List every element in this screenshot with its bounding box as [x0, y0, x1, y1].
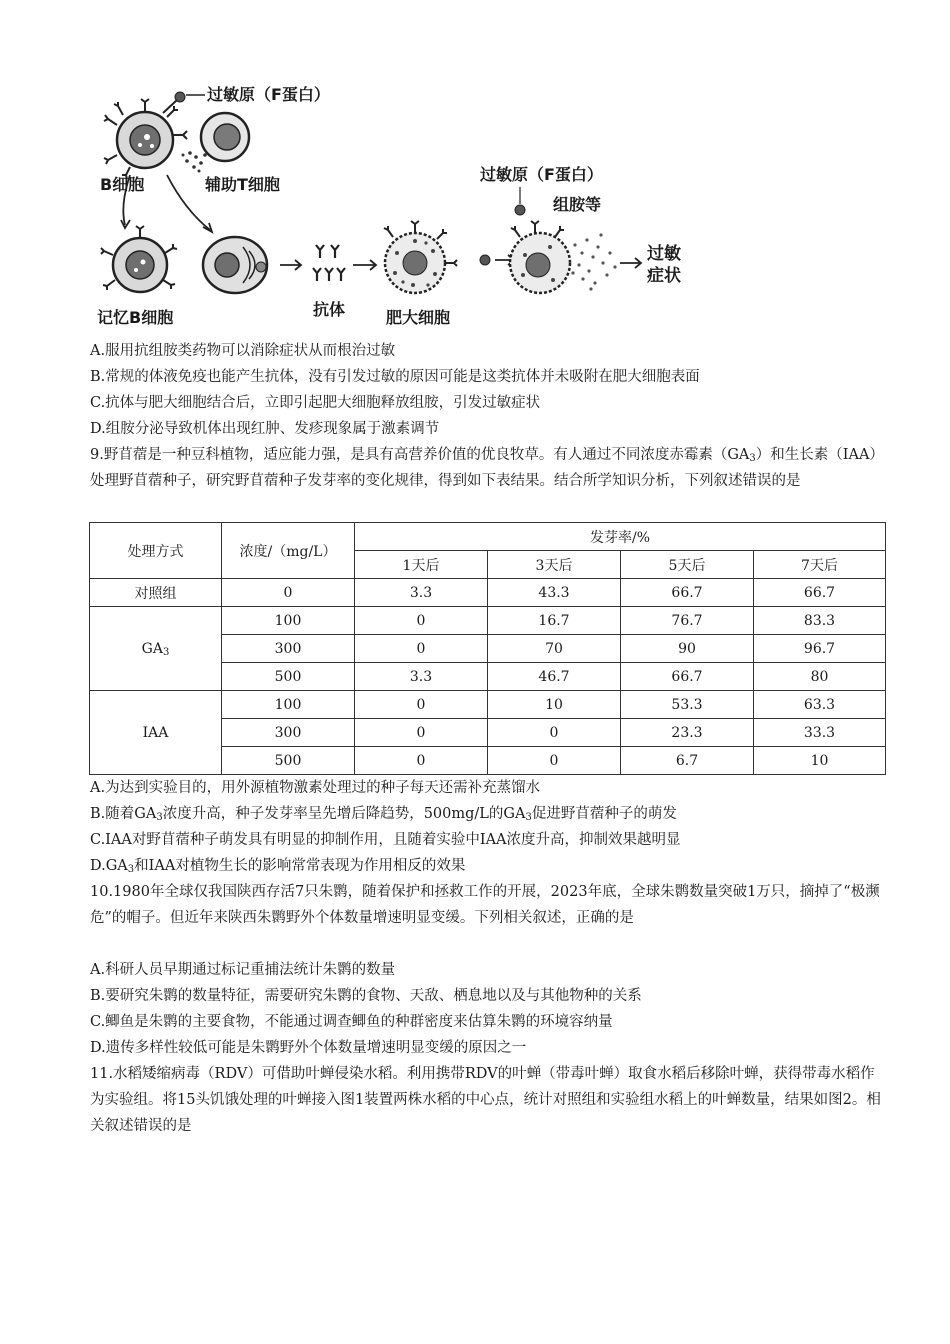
cell: 96.7	[754, 635, 886, 663]
header-concentration: 浓度/（mg/L）	[222, 523, 355, 579]
mast-cell-label: 肥大细胞	[386, 308, 451, 327]
q10-option-d: D.遗传多样性较低可能是朱鹮野外个体数量增速明显变缓的原因之一	[90, 1040, 527, 1056]
q8-option-d: D.组胺分泌导致机体出现红肿、发疹现象属于激素调节	[90, 421, 440, 437]
memory-b-label: 记忆B细胞	[97, 308, 174, 327]
cell: 66.7	[621, 579, 754, 607]
cell: 0	[355, 747, 488, 775]
q8-option-b: B.常规的体液免疫也能产生抗体，没有引发过敏的原因可能是这类抗体并未吸附在肥大细胞表面	[90, 369, 700, 385]
cell: 66.7	[621, 663, 754, 691]
iaa-label: IAA	[90, 691, 222, 775]
header-method: 处理方式	[90, 523, 222, 579]
q9-stem: 9.野苜蓿是一种豆科植物，适应能力强，是具有高营养价值的优良牧草。有人通过不同浓度赤霉素$(GA_3)$和生长素（IAA）处理野苜蓿种子，研究野苜蓿种子发芽率的变化规律，得到如下表结果。结合所学知识分析，下列叙述错误的是	[90, 447, 877, 489]
cell: 300	[222, 719, 355, 747]
cell: 76.7	[621, 607, 754, 635]
antibody-icon	[313, 245, 345, 281]
q11-stem: 11.水稻矮缩病毒（RDV）可借助叶蝉侵染水稻。利用携带RDV的叶蝉（带毒叶蝉）取食水稻后移除叶蝉，获得带毒水稻作为实验组。将15头饥饿处理的叶蝉接入图1装置两株水稻的中心点，统计对照组和实验组水稻上的叶蝉数量，结果如图2。相关叙述错误的是	[90, 1066, 881, 1134]
header-rate: 发芽率/%	[355, 523, 886, 551]
q9-option-d: $D.GA_3$和IAA对植物生长的影响常常表现为作用相反的效果	[90, 858, 466, 875]
q10-stem: 10.1980年全球仅我国陕西存活7只朱鹮，随着保护和拯救工作的开展，2023年底，全球朱鹮数量突破1万只，摘掉了“极濒危”的帽子。但近年来陕西朱鹮野外个体数量增速明显变缓。下列相关叙述，正确的是	[90, 884, 880, 926]
symptom-label-2: 症状	[647, 266, 681, 286]
q10-option-a: A.科研人员早期通过标记重捕法统计朱鹮的数量	[90, 962, 396, 978]
table-row	[90, 691, 886, 719]
degranulating-mast-cell-icon	[510, 221, 570, 293]
cell: 300	[222, 635, 355, 663]
cell: 500	[222, 747, 355, 775]
antibody-label: 抗体	[313, 300, 346, 319]
germination-table	[89, 522, 886, 775]
memory-b-cell-icon	[101, 226, 177, 292]
cell: 70	[488, 635, 621, 663]
helper-t-label: 辅助T细胞	[205, 175, 280, 194]
cell: 80	[754, 663, 886, 691]
header-day: 3天后	[488, 551, 621, 579]
cell: 16.7	[488, 607, 621, 635]
table-row	[90, 607, 886, 635]
header-day: 7天后	[754, 551, 886, 579]
cell: 23.3	[621, 719, 754, 747]
cell: 0	[488, 719, 621, 747]
cell: 0	[488, 747, 621, 775]
cell: 66.7	[754, 579, 886, 607]
cell: 0	[222, 579, 355, 607]
control-label: 对照组	[90, 579, 222, 607]
plasma-cell-icon	[203, 237, 267, 293]
b-cell-label: B细胞	[100, 175, 145, 194]
cell: 33.3	[754, 719, 886, 747]
q9-option-c: C.IAA对野苜蓿种子萌发具有明显的抑制作用，且随着实验中IAA浓度升高，抑制效果越明显	[90, 832, 681, 848]
header-day: 5天后	[621, 551, 754, 579]
q9-option-a: A.为达到实验目的，用外源植物激素处理过的种子每天还需补充蒸馏水	[90, 780, 541, 796]
allergen-label-1: 过敏原（F蛋白）	[207, 85, 330, 104]
allergy-mechanism-figure	[95, 75, 715, 330]
cell: 53.3	[621, 691, 754, 719]
cell: 63.3	[754, 691, 886, 719]
cell: 0	[355, 607, 488, 635]
cell: 90	[621, 635, 754, 663]
cell: 46.7	[488, 663, 621, 691]
ga3-label: $GA_3$	[90, 607, 222, 691]
symptom-label-1: 过敏	[647, 244, 681, 264]
cell: 100	[222, 607, 355, 635]
cell: 10	[754, 747, 886, 775]
cell: 0	[355, 719, 488, 747]
cell: 500	[222, 663, 355, 691]
cell: 10	[488, 691, 621, 719]
q10-option-c: C.鲫鱼是朱鹮的主要食物，不能通过调查鲫鱼的种群密度来估算朱鹮的环境容纳量	[90, 1014, 613, 1030]
cell: 100	[222, 691, 355, 719]
cell: 3.3	[355, 663, 488, 691]
cell: 43.3	[488, 579, 621, 607]
q8-option-a: A.服用抗组胺类药物可以消除症状从而根治过敏	[90, 343, 396, 359]
cell: 83.3	[754, 607, 886, 635]
histamine-granules-icon	[571, 233, 616, 290]
helper-t-cell-icon	[173, 113, 249, 161]
q9-option-b: B.随着$GA_3$浓度升高，种子发芽率呈先增后降趋势，500mg/L的$GA_3$促进野苜蓿种子的萌发	[90, 806, 677, 823]
histamine-label: 组胺等	[553, 195, 602, 214]
cell: 6.7	[621, 747, 754, 775]
mast-cell-icon	[384, 221, 457, 293]
b-cell-icon	[104, 99, 178, 179]
allergen-label-2: 过敏原（F蛋白）	[480, 165, 603, 184]
cell: 0	[355, 691, 488, 719]
table-row	[90, 579, 886, 607]
header-day: 1天后	[355, 551, 488, 579]
cell: 3.3	[355, 579, 488, 607]
cell: 0	[355, 635, 488, 663]
q8-option-c: C.抗体与肥大细胞结合后，立即引起肥大细胞释放组胺，引发过敏症状	[90, 395, 541, 411]
q10-option-b: B.要研究朱鹮的数量特征，需要研究朱鹮的食物、天敌、栖息地以及与其他物种的关系	[90, 988, 642, 1004]
